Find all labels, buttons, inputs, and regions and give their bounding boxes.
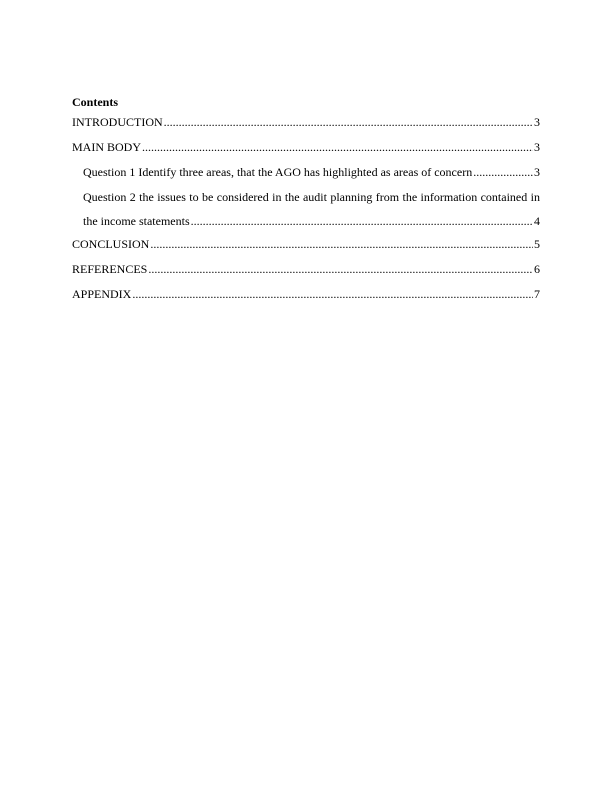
toc-leader-dots <box>473 165 533 180</box>
toc-entry-page: 3 <box>534 115 540 129</box>
contents-heading: Contents <box>72 95 119 109</box>
toc-leader-dots <box>191 209 533 233</box>
toc-entry-question-2[interactable] <box>72 185 540 233</box>
toc-entry-page: 3 <box>534 165 540 179</box>
toc-entry-appendix[interactable] <box>72 287 540 302</box>
toc-entry-page: 6 <box>534 262 540 276</box>
toc-entry-introduction[interactable] <box>72 115 540 130</box>
toc-entry-title-line-2: the income statements <box>83 214 190 228</box>
toc-entry-question-1[interactable] <box>72 165 540 180</box>
toc-leader-dots <box>148 262 533 277</box>
toc-entry-conclusion[interactable] <box>72 237 540 252</box>
toc-leader-dots <box>142 140 533 155</box>
toc-entry-references[interactable] <box>72 262 540 277</box>
toc-entry-title: REFERENCES <box>72 262 148 276</box>
toc-entry-title: MAIN BODY <box>72 140 141 154</box>
toc-leader-dots <box>150 237 533 252</box>
toc-entry-title: CONCLUSION <box>72 237 150 251</box>
toc-entry-page: 3 <box>534 140 540 154</box>
toc-entry-page: 5 <box>534 237 540 251</box>
toc-leader-dots <box>132 287 533 302</box>
toc-entry-title: INTRODUCTION <box>72 115 163 129</box>
toc-leader-dots <box>164 115 533 130</box>
toc-entry-title-line-1: Question 2 the issues to be considered in the audit planning from the information contained in <box>83 190 540 204</box>
toc-entry-title: Question 1 Identify three areas, that the AGO has highlighted as areas of concern <box>83 165 473 179</box>
toc-entry-page: 7 <box>534 287 540 301</box>
toc-entry-page: 4 <box>534 214 540 228</box>
toc-entry-title: APPENDIX <box>72 287 132 301</box>
document-page <box>72 95 540 312</box>
toc-entry-main-body[interactable] <box>72 140 540 155</box>
